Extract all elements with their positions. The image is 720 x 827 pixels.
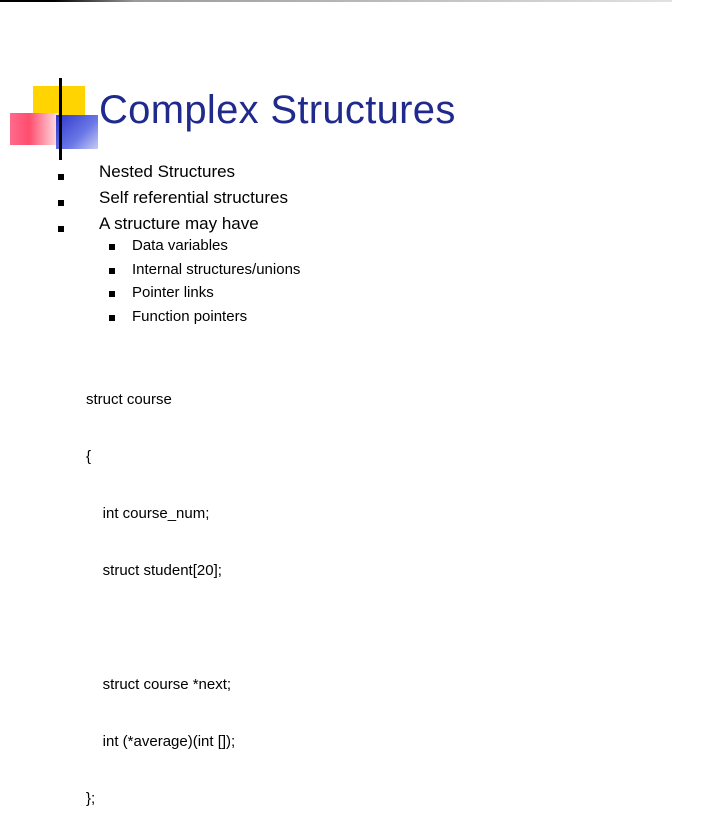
code-line: struct course: [86, 391, 172, 408]
square-bullet-icon: [58, 200, 64, 206]
red-square-shape: [10, 113, 58, 145]
slide-title: Complex Structures: [99, 88, 456, 132]
square-bullet-icon: [109, 315, 115, 321]
code-snippet: [86, 352, 235, 827]
vertical-rule: [59, 78, 62, 160]
code-line: struct student[20];: [86, 562, 222, 579]
sub-bullet-pointer-links: Pointer links: [132, 284, 214, 301]
blue-square-shape: [56, 115, 98, 149]
color-squares-logo-icon: [0, 0, 120, 170]
code-line: {: [86, 448, 92, 465]
bullet-self-referential: Self referential structures: [99, 188, 288, 207]
square-bullet-icon: [109, 291, 115, 297]
code-line: struct course *next;: [86, 676, 232, 693]
code-line: };: [86, 790, 96, 807]
square-bullet-icon: [58, 226, 64, 232]
bullet-structure-may-have: A structure may have: [99, 214, 259, 233]
sub-bullet-function-pointers: Function pointers: [132, 308, 248, 325]
code-line: [86, 618, 235, 637]
sub-bullet-internal-structures: Internal structures/unions: [132, 261, 301, 278]
square-bullet-icon: [109, 244, 115, 250]
code-line: int course_num;: [86, 505, 210, 522]
square-bullet-icon: [109, 268, 115, 274]
bullet-nested-structures: Nested Structures: [99, 162, 236, 181]
square-bullet-icon: [58, 174, 64, 180]
code-line: int (*average)(int []);: [86, 733, 236, 750]
sub-bullet-data-variables: Data variables: [132, 237, 228, 254]
